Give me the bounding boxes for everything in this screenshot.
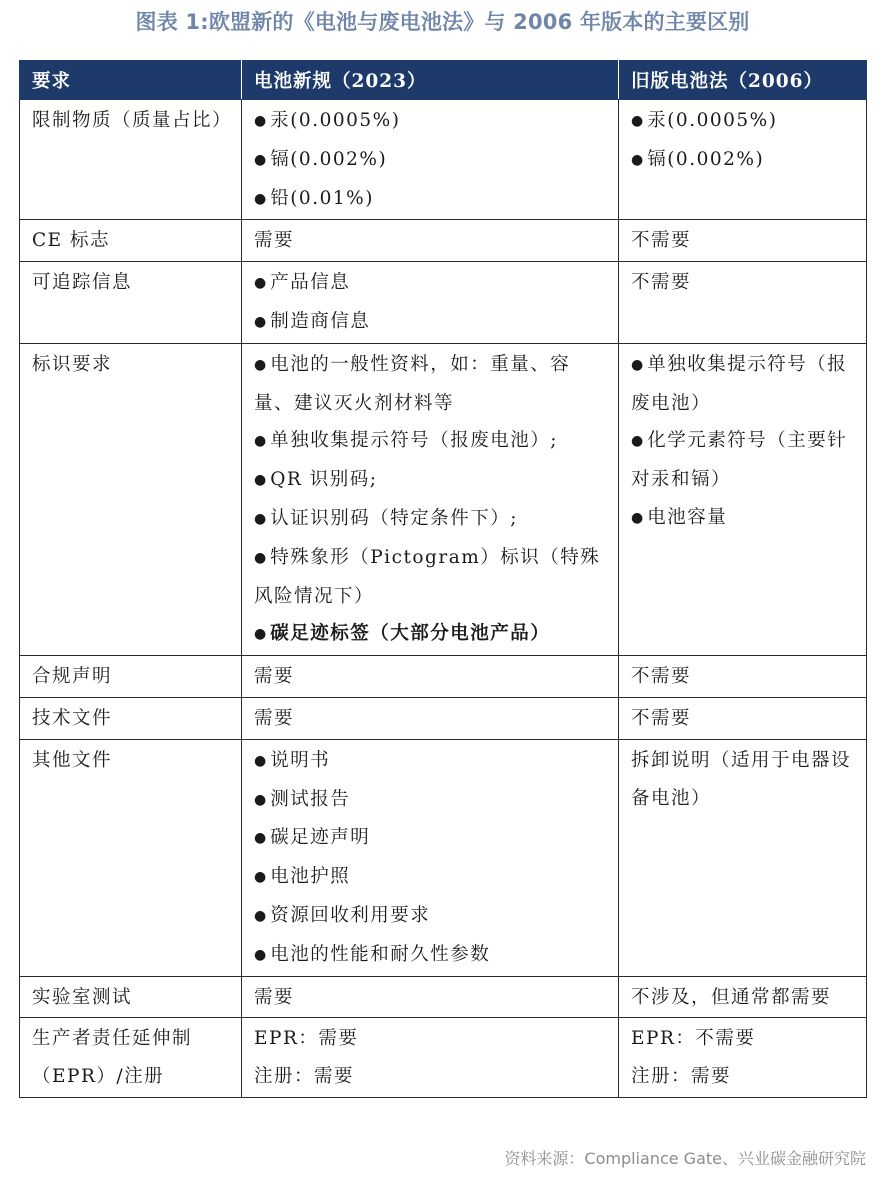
header-old-regulation: 旧版电池法（2006） [619,61,867,100]
bullet-icon: ● [254,791,267,808]
bullet-icon: ● [631,113,644,129]
list-item: ● 汞(0.0005%) [631,110,778,131]
list-item: ● 单独收集提示符号（报废电池） [631,353,848,414]
list-item: ● 说明书 [254,749,331,771]
list-item: ● 单独收集提示符号（报废电池）; [254,430,558,452]
header-new-regulation: 电池新规（2023） [242,61,619,100]
bullet-icon: ● [254,275,267,292]
table-row [20,739,867,976]
cell-new [242,100,619,220]
table-row [20,976,867,1018]
list-item: ● 电池的性能和耐久性参数 [254,943,491,965]
table-row [20,100,867,220]
bullet-icon: ● [254,549,267,566]
cell-old: 不需要 [619,656,867,698]
cell-requirement: 标识要求 [20,343,242,655]
cell-old: 不需要 [619,697,867,739]
list-item: ● 电池护照 [254,866,351,888]
table-row [20,1018,867,1098]
cell-requirement: 技术文件 [20,697,242,739]
table-row [20,220,867,262]
cell-requirement: 限制物质（质量占比） [20,100,242,220]
list-item: ● 镉(0.002%) [631,148,765,170]
list-item: ● 测试报告 [254,788,351,810]
bullet-icon: ● [254,946,267,963]
bullet-icon: ● [254,356,267,373]
epr-line: EPR：不需要 [631,1028,756,1050]
registration-line: 注册：需要 [254,1066,355,1088]
bullet-icon: ● [254,113,267,129]
cell-requirement: 实验室测试 [20,976,242,1018]
cell-requirement: 可追踪信息 [20,262,242,344]
list-item: ● 产品信息 [254,272,351,294]
list-item: ● 化学元素符号（主要针对汞和镉） [631,430,848,491]
list-item: ● 汞(0.0005%) [254,110,401,131]
cell-old: 不需要 [619,220,867,262]
bullet-icon: ● [254,830,267,847]
bullet-icon: ● [254,510,267,527]
cell-old: 不涉及，但通常都需要 [619,976,867,1018]
bullet-icon: ● [254,907,267,924]
bullet-icon: ● [254,313,267,330]
list-item: ● 制造商信息 [254,310,371,332]
bullet-icon: ● [631,433,644,450]
epr-line: EPR：需要 [254,1028,359,1050]
cell-new [242,343,619,655]
cell-old [619,100,867,220]
source-note: 资料来源：Compliance Gate、兴业碳金融研究院 [504,1149,866,1168]
cell-old [619,1018,867,1098]
bullet-icon: ● [631,356,644,373]
list-item: ● 电池容量 [631,506,728,528]
cell-new [242,1018,619,1098]
cell-old [619,343,867,655]
list-item: ● 镉(0.002%) [254,148,388,170]
bullet-icon: ● [254,433,267,450]
list-item: ● 碳足迹声明 [254,827,371,849]
cell-new [242,739,619,976]
list-item: ● 电池的一般性资料，如：重量、容量、建议灭火剂材料等 [254,353,571,414]
list-item-carbon-label: ● 碳足迹标签（大部分电池产品） [254,623,551,645]
cell-new [242,262,619,344]
bullet-icon: ● [254,472,267,489]
list-item: ● QR 识别码; [254,469,378,491]
table-row [20,697,867,739]
bullet-icon: ● [631,509,644,526]
cell-new: 需要 [242,220,619,262]
list-item: ● 资源回收利用要求 [254,904,431,926]
bullet-icon: ● [254,190,267,207]
header-requirement: 要求 [20,61,242,100]
table-header-row [20,61,867,100]
cell-new: 需要 [242,656,619,698]
bullet-icon: ● [254,626,267,643]
cell-requirement: 其他文件 [20,739,242,976]
cell-old: 拆卸说明（适用于电器设备电池） [619,739,867,976]
list-item: ● 铅(0.01%) [254,187,374,209]
bullet-icon: ● [254,151,267,168]
figure-title: 图表 1:欧盟新的《电池与废电池法》与 2006 年版本的主要区别 [135,10,750,34]
cell-old: 不需要 [619,262,867,344]
table-row [20,262,867,344]
bullet-icon: ● [254,752,267,769]
cell-new: 需要 [242,976,619,1018]
registration-line: 注册：需要 [631,1066,732,1088]
cell-new: 需要 [242,697,619,739]
cell-requirement: CE 标志 [20,220,242,262]
bullet-icon: ● [254,869,267,886]
cell-requirement: 生产者责任延伸制（EPR）/注册 [20,1018,242,1098]
comparison-table [19,60,867,1098]
table-row [20,343,867,655]
list-item: ● 认证识别码（特定条件下）; [254,507,518,529]
table-row [20,656,867,698]
cell-requirement: 合规声明 [20,656,242,698]
list-item: ● 特殊象形（Pictogram）标识（特殊风险情况下） [254,546,601,607]
bullet-icon: ● [631,151,644,168]
